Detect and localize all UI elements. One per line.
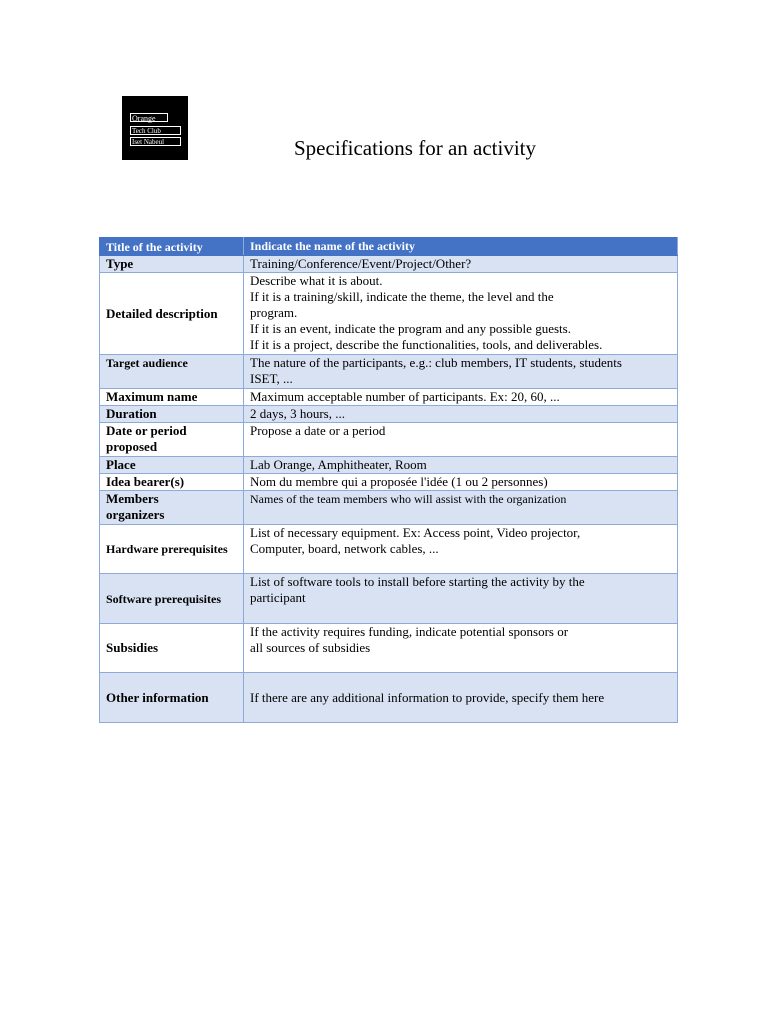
value-line: If the activity requires funding, indicate potential sponsors or [250,624,569,639]
row-label: Maximum name [100,389,244,406]
row-value [244,474,678,491]
value-line: If it is a project, describe the functionalities, tools, and deliverables. [250,337,603,352]
table-row [100,673,678,723]
table-row [100,491,678,525]
table-row [100,525,678,574]
table-row [100,624,678,673]
value-line: If there are any additional information to provide, specify them here [250,689,605,705]
row-label: Detailed description [100,273,244,355]
value-line: Nom du membre qui a proposée l'idée (1 ou 2 personnes) [250,474,548,489]
row-label: Duration [100,406,244,423]
page-title: Specifications for an activity [294,136,537,160]
table-row [100,256,678,273]
row-value [244,673,678,723]
value-line: If it is an event, indicate the program and any possible guests. [250,321,571,336]
row-label: Hardware prerequisites [100,525,244,574]
row-value [244,389,678,406]
table-header-row [100,238,678,256]
value-line: Lab Orange, Amphitheater, Room [250,457,427,472]
row-label: Target audience [100,355,244,389]
value-line: Propose a date or a period [250,423,386,438]
table-row [100,457,678,474]
row-value [244,491,678,525]
row-label: Place [100,457,244,474]
value-line: participant [250,590,306,605]
label-line: Date or period [106,423,187,438]
row-value [244,457,678,474]
row-label: Subsidies [100,624,244,673]
value-line: Computer, board, network cables, ... [250,541,439,556]
label-line: Members [106,491,159,506]
value-line: Training/Conference/Event/Project/Other? [250,256,472,271]
logo-line-orange: Orange [130,113,168,122]
row-value [244,574,678,624]
row-value [244,525,678,574]
row-label: Other information [100,673,244,723]
row-label [100,491,244,525]
row-value [244,406,678,423]
value-line: program. [250,305,298,320]
value-line: List of necessary equipment. Ex: Access point, Video projector, [250,525,581,540]
value-line: Names of the team members who will assist with the organization [250,492,567,506]
table-row [100,389,678,406]
value-line: List of software tools to install before starting the activity by the [250,574,585,589]
row-label: Type [100,256,244,273]
logo-line-tech-club: Tech Club [130,126,181,135]
row-value [244,355,678,389]
club-logo [122,96,188,160]
value-line: Maximum acceptable number of participants. Ex: 20, 60, ... [250,389,560,404]
table-row [100,474,678,491]
header-label: Title of the activity [100,238,244,256]
table-row [100,355,678,389]
specifications-table [99,237,678,723]
row-value [244,273,678,355]
value-line: If it is a training/skill, indicate the theme, the level and the [250,289,554,304]
table-row [100,406,678,423]
value-line: Describe what it is about. [250,273,383,288]
label-line: proposed [106,439,158,454]
table-row [100,574,678,624]
row-label: Idea bearer(s) [100,474,244,491]
logo-line-iset: Iset Nabeul [130,137,181,146]
value-line: all sources of subsidies [250,640,371,655]
table-row [100,423,678,457]
row-label: Software prerequisites [100,574,244,624]
value-line: ISET, ... [250,371,293,386]
label-line: organizers [106,507,165,522]
row-value [244,624,678,673]
row-value [244,256,678,273]
row-label [100,423,244,457]
table-row [100,273,678,355]
row-value [244,423,678,457]
value-line: 2 days, 3 hours, ... [250,406,345,421]
header-value: Indicate the name of the activity [244,238,678,256]
value-line: The nature of the participants, e.g.: club members, IT students, students [250,355,622,370]
